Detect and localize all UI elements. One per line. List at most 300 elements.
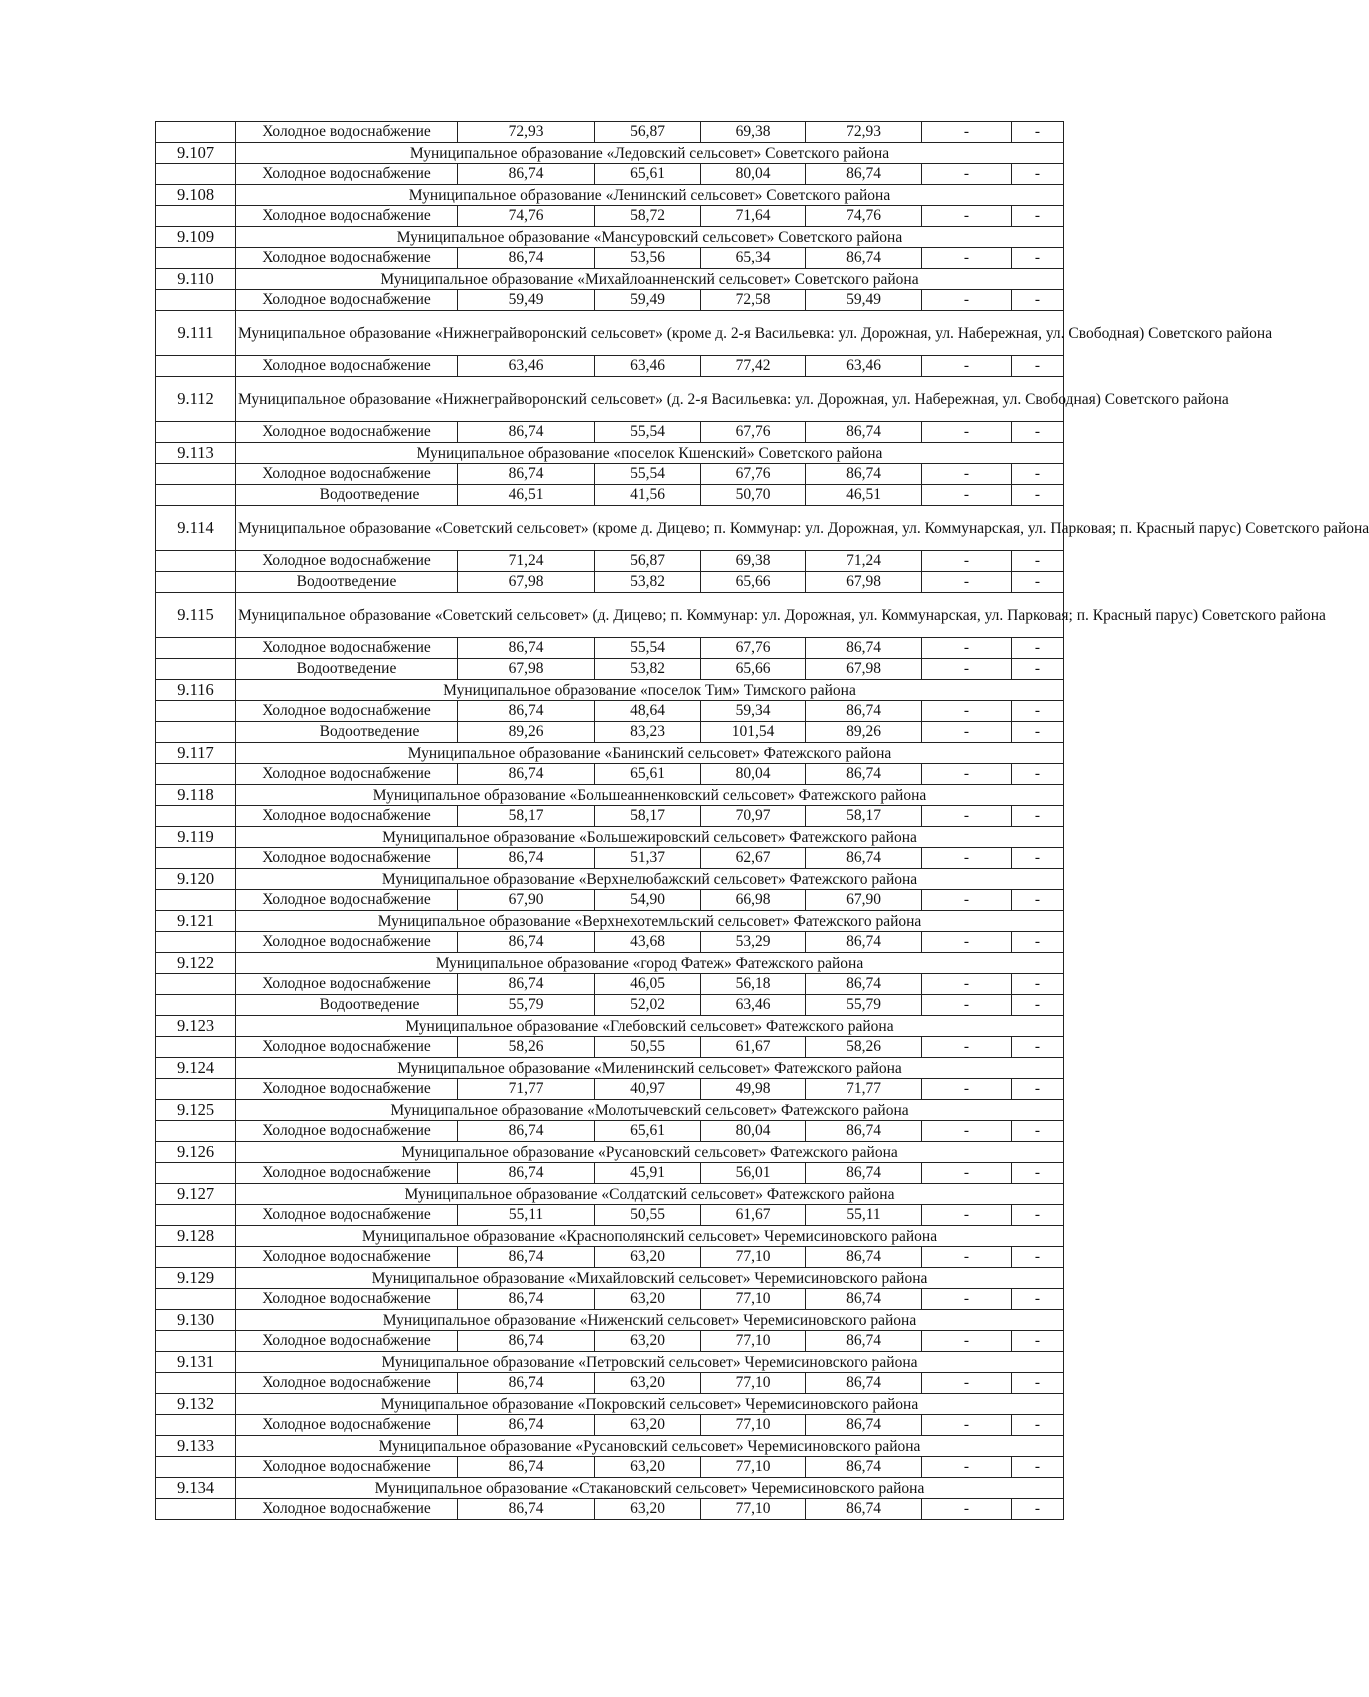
municipality-header-row <box>156 1016 1064 1037</box>
service-name: Холодное водоснабжение <box>236 1205 458 1226</box>
tariff-value: - <box>1012 974 1064 995</box>
tariff-value: 86,74 <box>806 164 922 185</box>
tariff-value: 61,67 <box>701 1037 806 1058</box>
row-code: 9.112 <box>156 377 236 422</box>
tariff-value: 72,58 <box>701 290 806 311</box>
municipality-title: Муниципальное образование «Михайловский сельсовет» Черемисиновского района <box>236 1268 1064 1289</box>
tariff-value: - <box>922 701 1012 722</box>
tariff-value: - <box>922 356 1012 377</box>
tariff-value: 86,74 <box>458 1289 595 1310</box>
service-name: Холодное водоснабжение <box>236 1289 458 1310</box>
service-name: Холодное водоснабжение <box>236 638 458 659</box>
tariff-value: - <box>922 1373 1012 1394</box>
tariff-value: - <box>1012 659 1064 680</box>
tariff-value: 80,04 <box>701 164 806 185</box>
tariff-value: 77,10 <box>701 1289 806 1310</box>
service-name: Холодное водоснабжение <box>236 356 458 377</box>
service-name: Холодное водоснабжение <box>236 1331 458 1352</box>
municipality-title: Муниципальное образование «Советский сельсовет» (кроме д. Дицево; п. Коммунар: ул. Дорожная, ул. Коммунарская, ул. Парковая; п. Красный парус) Советского района <box>236 506 1064 551</box>
service-name: Водоотведение <box>236 485 458 506</box>
municipality-title: Муниципальное образование «город Фатеж» Фатежского района <box>236 953 1064 974</box>
row-code: 9.109 <box>156 227 236 248</box>
service-name: Холодное водоснабжение <box>236 1415 458 1436</box>
tariff-value: - <box>922 1331 1012 1352</box>
tariff-value: 46,51 <box>458 485 595 506</box>
tariff-value: 71,77 <box>806 1079 922 1100</box>
municipality-header-row <box>156 1394 1064 1415</box>
row-code-empty <box>156 1373 236 1394</box>
row-code-empty <box>156 572 236 593</box>
tariff-row <box>156 1037 1064 1058</box>
tariff-value: 67,98 <box>458 659 595 680</box>
tariff-value: - <box>922 422 1012 443</box>
tariff-value: 86,74 <box>458 848 595 869</box>
municipality-title: Муниципальное образование «Банинский сельсовет» Фатежского района <box>236 743 1064 764</box>
tariff-value: 86,74 <box>458 974 595 995</box>
service-name: Холодное водоснабжение <box>236 206 458 227</box>
row-code: 9.116 <box>156 680 236 701</box>
tariff-value: 56,01 <box>701 1163 806 1184</box>
municipality-header-row <box>156 143 1064 164</box>
tariff-value: 86,74 <box>458 164 595 185</box>
tariff-value: 63,20 <box>595 1331 701 1352</box>
tariff-value: 65,61 <box>595 1121 701 1142</box>
tariff-value: - <box>922 932 1012 953</box>
tariff-value: - <box>922 659 1012 680</box>
tariff-value: 86,74 <box>806 848 922 869</box>
tariff-value: 48,64 <box>595 701 701 722</box>
municipality-header-row <box>156 911 1064 932</box>
tariff-value: 70,97 <box>701 806 806 827</box>
row-code: 9.117 <box>156 743 236 764</box>
tariff-value: - <box>922 995 1012 1016</box>
tariff-row <box>156 164 1064 185</box>
tariff-value: 63,20 <box>595 1289 701 1310</box>
tariff-value: 86,74 <box>806 422 922 443</box>
tariff-value: 86,74 <box>458 422 595 443</box>
row-code-empty <box>156 1079 236 1100</box>
tariff-value: 86,74 <box>806 1163 922 1184</box>
row-code: 9.115 <box>156 593 236 638</box>
municipality-title: Муниципальное образование «Ленинский сельсовет» Советского района <box>236 185 1064 206</box>
service-name: Холодное водоснабжение <box>236 806 458 827</box>
tariff-value: - <box>1012 248 1064 269</box>
row-code-empty <box>156 164 236 185</box>
row-code-empty <box>156 485 236 506</box>
tariff-row <box>156 764 1064 785</box>
row-code-empty <box>156 659 236 680</box>
service-name: Холодное водоснабжение <box>236 422 458 443</box>
tariff-value: 69,38 <box>701 122 806 143</box>
tariff-value: 46,05 <box>595 974 701 995</box>
tariff-value: 55,54 <box>595 464 701 485</box>
tariff-value: - <box>922 1079 1012 1100</box>
tariff-value: - <box>1012 1121 1064 1142</box>
row-code-empty <box>156 206 236 227</box>
service-name: Водоотведение <box>236 659 458 680</box>
tariff-value: - <box>922 122 1012 143</box>
municipality-header-row <box>156 680 1064 701</box>
tariff-value: 71,24 <box>806 551 922 572</box>
tariff-value: 55,79 <box>458 995 595 1016</box>
service-name: Холодное водоснабжение <box>236 974 458 995</box>
row-code: 9.122 <box>156 953 236 974</box>
tariff-row <box>156 1415 1064 1436</box>
tariff-value: - <box>1012 122 1064 143</box>
row-code: 9.107 <box>156 143 236 164</box>
tariff-value: 86,74 <box>458 1163 595 1184</box>
tariff-value: 50,70 <box>701 485 806 506</box>
municipality-header-row <box>156 869 1064 890</box>
row-code: 9.130 <box>156 1310 236 1331</box>
tariff-value: 69,38 <box>701 551 806 572</box>
service-name: Холодное водоснабжение <box>236 1247 458 1268</box>
tariff-row <box>156 248 1064 269</box>
municipality-header-row <box>156 1184 1064 1205</box>
tariff-value: 86,74 <box>806 1373 922 1394</box>
tariff-row <box>156 1457 1064 1478</box>
service-name: Водоотведение <box>236 722 458 743</box>
tariff-value: 86,74 <box>806 974 922 995</box>
tariff-row <box>156 995 1064 1016</box>
row-code-empty <box>156 1415 236 1436</box>
municipality-header-row <box>156 227 1064 248</box>
tariff-value: - <box>922 464 1012 485</box>
municipality-title: Муниципальное образование «Нижнеграйворонский сельсовет» (д. 2-я Васильевка: ул. Дорожная, ул. Набережная, ул. Свободная) Советского района <box>236 377 1064 422</box>
tariff-value: - <box>1012 1499 1064 1520</box>
municipality-header-row <box>156 743 1064 764</box>
row-code: 9.123 <box>156 1016 236 1037</box>
municipality-header-row <box>156 1310 1064 1331</box>
municipality-header-row <box>156 1352 1064 1373</box>
tariff-value: 46,51 <box>806 485 922 506</box>
tariff-value: 40,97 <box>595 1079 701 1100</box>
municipality-title: Муниципальное образование «Большежировский сельсовет» Фатежского района <box>236 827 1064 848</box>
tariff-value: - <box>1012 485 1064 506</box>
tariff-value: - <box>1012 1373 1064 1394</box>
tariff-value: - <box>1012 356 1064 377</box>
municipality-title: Муниципальное образование «Мансуровский сельсовет» Советского района <box>236 227 1064 248</box>
row-code-empty <box>156 1037 236 1058</box>
tariff-value: - <box>922 764 1012 785</box>
row-code: 9.121 <box>156 911 236 932</box>
municipality-title: Муниципальное образование «Верхнелюбажский сельсовет» Фатежского района <box>236 869 1064 890</box>
service-name: Холодное водоснабжение <box>236 1079 458 1100</box>
tariff-value: - <box>1012 1289 1064 1310</box>
tariff-value: 53,29 <box>701 932 806 953</box>
tariff-value: - <box>922 638 1012 659</box>
row-code-empty <box>156 1163 236 1184</box>
row-code-empty <box>156 638 236 659</box>
municipality-header-row <box>156 1100 1064 1121</box>
municipality-header-row <box>156 953 1064 974</box>
tariff-value: - <box>1012 572 1064 593</box>
tariff-value: - <box>1012 422 1064 443</box>
municipality-title: Муниципальное образование «Михайлоанненский сельсовет» Советского района <box>236 269 1064 290</box>
tariff-value: 49,98 <box>701 1079 806 1100</box>
service-name: Холодное водоснабжение <box>236 1457 458 1478</box>
service-name: Холодное водоснабжение <box>236 1163 458 1184</box>
tariff-value: 86,74 <box>806 1121 922 1142</box>
tariff-value: 86,74 <box>458 932 595 953</box>
tariff-value: 86,74 <box>806 701 922 722</box>
service-name: Холодное водоснабжение <box>236 464 458 485</box>
tariff-value: 65,61 <box>595 164 701 185</box>
row-code: 9.114 <box>156 506 236 551</box>
tariff-value: 86,74 <box>806 1331 922 1352</box>
tariff-value: 86,74 <box>458 1457 595 1478</box>
tariff-value: 74,76 <box>458 206 595 227</box>
tariff-value: - <box>1012 1205 1064 1226</box>
tariff-value: 59,49 <box>806 290 922 311</box>
municipality-title: Муниципальное образование «Ниженский сельсовет» Черемисиновского района <box>236 1310 1064 1331</box>
municipality-title: Муниципальное образование «Краснополянский сельсовет» Черемисиновского района <box>236 1226 1064 1247</box>
municipality-title: Муниципальное образование «поселок Тим» Тимского района <box>236 680 1064 701</box>
tariff-value: - <box>922 1415 1012 1436</box>
tariff-value: 77,10 <box>701 1457 806 1478</box>
municipality-title: Муниципальное образование «Нижнеграйворонский сельсовет» (кроме д. 2-я Васильевка: ул. Дорожная, ул. Набережная, ул. Свободная) Советского района <box>236 311 1064 356</box>
tariff-value: 65,34 <box>701 248 806 269</box>
row-code: 9.119 <box>156 827 236 848</box>
tariff-value: 58,17 <box>458 806 595 827</box>
tariff-value: 89,26 <box>458 722 595 743</box>
service-name: Холодное водоснабжение <box>236 764 458 785</box>
tariff-value: 63,20 <box>595 1415 701 1436</box>
municipality-header-row <box>156 443 1064 464</box>
tariff-value: 63,20 <box>595 1499 701 1520</box>
tariff-value: 67,90 <box>458 890 595 911</box>
service-name: Холодное водоснабжение <box>236 551 458 572</box>
row-code-empty <box>156 701 236 722</box>
tariff-value: 77,42 <box>701 356 806 377</box>
tariff-value: - <box>1012 638 1064 659</box>
tariff-value: - <box>1012 290 1064 311</box>
row-code-empty <box>156 356 236 377</box>
tariff-value: - <box>922 848 1012 869</box>
tariff-value: - <box>1012 995 1064 1016</box>
tariff-value: 86,74 <box>458 638 595 659</box>
tariff-value: - <box>922 722 1012 743</box>
tariff-value: 56,18 <box>701 974 806 995</box>
tariff-value: 86,74 <box>806 932 922 953</box>
tariff-value: 83,23 <box>595 722 701 743</box>
row-code-empty <box>156 248 236 269</box>
tariff-value: - <box>922 1163 1012 1184</box>
row-code: 9.125 <box>156 1100 236 1121</box>
tariff-value: 86,74 <box>806 1289 922 1310</box>
tariff-value: 86,74 <box>806 1247 922 1268</box>
service-name: Холодное водоснабжение <box>236 1121 458 1142</box>
tariff-value: 50,55 <box>595 1037 701 1058</box>
row-code: 9.110 <box>156 269 236 290</box>
municipality-header-row <box>156 1142 1064 1163</box>
tariff-value: 86,74 <box>806 248 922 269</box>
tariff-row <box>156 1121 1064 1142</box>
tariff-value: 63,20 <box>595 1373 701 1394</box>
municipality-header-row <box>156 269 1064 290</box>
municipality-title: Муниципальное образование «Русановский сельсовет» Фатежского района <box>236 1142 1064 1163</box>
tariff-row <box>156 1331 1064 1352</box>
tariff-value: 67,98 <box>806 572 922 593</box>
row-code: 9.127 <box>156 1184 236 1205</box>
tariff-value: 58,26 <box>458 1037 595 1058</box>
tariff-value: 53,56 <box>595 248 701 269</box>
tariff-value: - <box>1012 848 1064 869</box>
row-code-empty <box>156 290 236 311</box>
service-name: Холодное водоснабжение <box>236 848 458 869</box>
municipality-title: Муниципальное образование «Миленинский сельсовет» Фатежского района <box>236 1058 1064 1079</box>
tariff-value: 56,87 <box>595 122 701 143</box>
tariff-value: 53,82 <box>595 572 701 593</box>
tariff-value: 86,74 <box>458 1373 595 1394</box>
tariff-value: - <box>922 485 1012 506</box>
tariff-value: 86,74 <box>458 1121 595 1142</box>
tariff-value: 86,74 <box>458 1415 595 1436</box>
service-name: Холодное водоснабжение <box>236 1373 458 1394</box>
tariff-value: - <box>922 1457 1012 1478</box>
row-code-empty <box>156 890 236 911</box>
tariff-value: 86,74 <box>458 764 595 785</box>
service-name: Холодное водоснабжение <box>236 290 458 311</box>
tariff-value: - <box>1012 722 1064 743</box>
tariff-value: 67,98 <box>458 572 595 593</box>
tariff-value: 86,74 <box>458 248 595 269</box>
municipality-title: Муниципальное образование «Солдатский сельсовет» Фатежского района <box>236 1184 1064 1205</box>
tariff-value: 71,64 <box>701 206 806 227</box>
row-code-empty <box>156 1205 236 1226</box>
row-code-empty <box>156 464 236 485</box>
tariff-value: - <box>1012 1331 1064 1352</box>
tariff-row <box>156 464 1064 485</box>
tariff-value: 67,90 <box>806 890 922 911</box>
tariff-value: 86,74 <box>458 1331 595 1352</box>
municipality-title: Муниципальное образование «Большеанненковский сельсовет» Фатежского района <box>236 785 1064 806</box>
service-name: Холодное водоснабжение <box>236 122 458 143</box>
tariff-value: - <box>1012 1247 1064 1268</box>
tariff-row <box>156 356 1064 377</box>
service-name: Холодное водоснабжение <box>236 1037 458 1058</box>
row-code-empty <box>156 1247 236 1268</box>
tariff-value: 80,04 <box>701 1121 806 1142</box>
municipality-header-row <box>156 1226 1064 1247</box>
tariff-value: 67,76 <box>701 638 806 659</box>
tariff-value: 67,76 <box>701 422 806 443</box>
municipality-header-row <box>156 1058 1064 1079</box>
municipality-header-row <box>156 1436 1064 1457</box>
tariff-value: 86,74 <box>806 1415 922 1436</box>
tariff-row <box>156 701 1064 722</box>
tariff-value: - <box>922 1037 1012 1058</box>
municipality-title: Муниципальное образование «Ледовский сельсовет» Советского района <box>236 143 1064 164</box>
tariff-value: - <box>922 890 1012 911</box>
tariff-value: 77,10 <box>701 1247 806 1268</box>
row-code: 9.124 <box>156 1058 236 1079</box>
tariff-value: - <box>922 206 1012 227</box>
tariff-value: - <box>1012 206 1064 227</box>
municipality-title: Муниципальное образование «Глебовский сельсовет» Фатежского района <box>236 1016 1064 1037</box>
row-code-empty <box>156 1331 236 1352</box>
tariff-value: 74,76 <box>806 206 922 227</box>
tariff-row <box>156 551 1064 572</box>
row-code-empty <box>156 932 236 953</box>
row-code-empty <box>156 1457 236 1478</box>
service-name: Холодное водоснабжение <box>236 932 458 953</box>
row-code-empty <box>156 1499 236 1520</box>
row-code-empty <box>156 722 236 743</box>
municipality-header-row <box>156 377 1064 422</box>
row-code-empty <box>156 848 236 869</box>
tariff-value: 55,54 <box>595 638 701 659</box>
tariff-row <box>156 290 1064 311</box>
tariff-value: 51,37 <box>595 848 701 869</box>
row-code-empty <box>156 995 236 1016</box>
row-code: 9.120 <box>156 869 236 890</box>
tariff-value: 43,68 <box>595 932 701 953</box>
tariff-value: - <box>1012 464 1064 485</box>
tariff-value: 86,74 <box>458 701 595 722</box>
service-name: Водоотведение <box>236 995 458 1016</box>
municipality-title: Муниципальное образование «Молотычевский сельсовет» Фатежского района <box>236 1100 1064 1121</box>
tariff-value: 59,34 <box>701 701 806 722</box>
tariff-value: 56,87 <box>595 551 701 572</box>
row-code: 9.113 <box>156 443 236 464</box>
tariff-value: - <box>1012 1079 1064 1100</box>
tariff-value: 66,98 <box>701 890 806 911</box>
row-code-empty <box>156 806 236 827</box>
tariff-row <box>156 1079 1064 1100</box>
tariff-value: 86,74 <box>458 464 595 485</box>
tariff-value: 67,98 <box>806 659 922 680</box>
tariff-value: 71,77 <box>458 1079 595 1100</box>
tariff-value: 58,17 <box>806 806 922 827</box>
tariff-value: - <box>922 551 1012 572</box>
tariff-row <box>156 1499 1064 1520</box>
tariff-table-body <box>156 122 1369 1520</box>
tariff-row <box>156 1289 1064 1310</box>
row-code: 9.128 <box>156 1226 236 1247</box>
tariff-value: 86,74 <box>806 764 922 785</box>
tariff-value: 77,10 <box>701 1331 806 1352</box>
tariff-value: - <box>922 806 1012 827</box>
tariff-value: - <box>922 248 1012 269</box>
tariff-row <box>156 206 1064 227</box>
row-code-empty <box>156 764 236 785</box>
municipality-title: Муниципальное образование «Советский сельсовет» (д. Дицево; п. Коммунар: ул. Дорожная, ул. Коммунарская, ул. Парковая; п. Красный парус) Советского района <box>236 593 1064 638</box>
tariff-value: 41,56 <box>595 485 701 506</box>
municipality-header-row <box>156 1268 1064 1289</box>
tariff-value: 63,20 <box>595 1247 701 1268</box>
service-name: Холодное водоснабжение <box>236 890 458 911</box>
tariff-value: 63,20 <box>595 1457 701 1478</box>
tariff-value: - <box>1012 164 1064 185</box>
tariff-value: 59,49 <box>458 290 595 311</box>
municipality-header-row <box>156 1478 1064 1499</box>
tariff-value: - <box>1012 1037 1064 1058</box>
municipality-title: Муниципальное образование «Верхнехотемльский сельсовет» Фатежского района <box>236 911 1064 932</box>
tariff-value: - <box>922 164 1012 185</box>
tariff-row <box>156 1247 1064 1268</box>
tariff-value: - <box>1012 1415 1064 1436</box>
row-code: 9.132 <box>156 1394 236 1415</box>
tariff-row <box>156 638 1064 659</box>
row-code: 9.118 <box>156 785 236 806</box>
tariff-value: - <box>1012 932 1064 953</box>
tariff-value: 77,10 <box>701 1499 806 1520</box>
municipality-title: Муниципальное образование «Русановский сельсовет» Черемисиновского района <box>236 1436 1064 1457</box>
tariff-row <box>156 806 1064 827</box>
service-name: Водоотведение <box>236 572 458 593</box>
row-code: 9.131 <box>156 1352 236 1373</box>
